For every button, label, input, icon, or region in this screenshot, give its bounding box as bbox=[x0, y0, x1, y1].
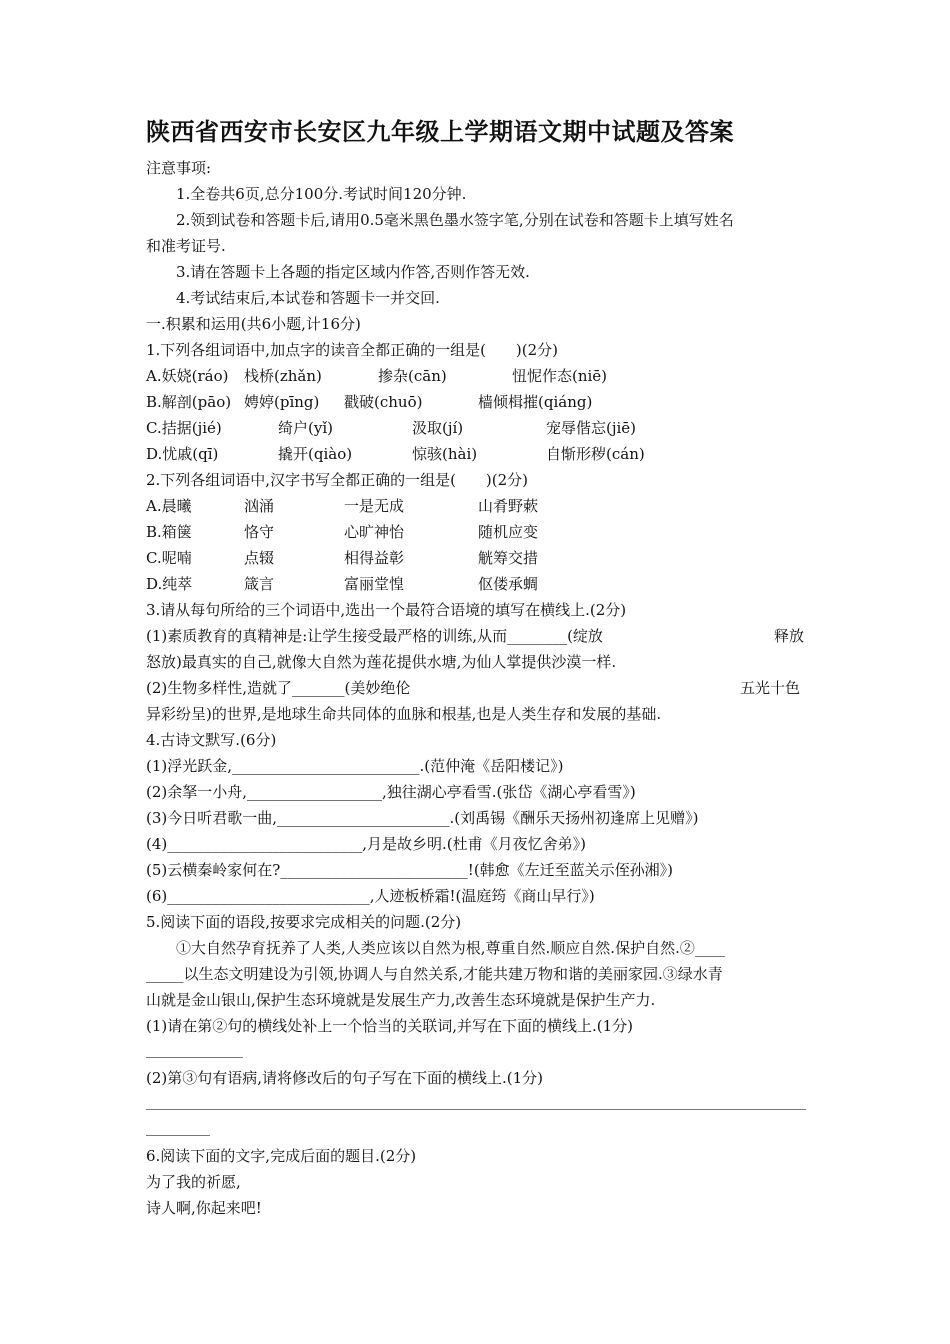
question-6-stem: 6.阅读下面的文字,完成后面的题目.(2分) bbox=[146, 1147, 417, 1165]
q3-sentence-1: (1)素质教育的真精神是:让学生接受最严格的训练,从而________(绽放 bbox=[146, 627, 603, 645]
q1-option-d-1: D.忧戚(qī) bbox=[146, 445, 219, 463]
q2-option-b-1: B.箱箧 bbox=[146, 523, 192, 541]
answer-line bbox=[146, 1057, 243, 1058]
question-4-stem: 4.古诗文默写.(6分) bbox=[146, 731, 277, 749]
question-5-stem: 5.阅读下面的语段,按要求完成相关的问题.(2分) bbox=[146, 913, 462, 931]
q2-option-d-2: 箴言 bbox=[244, 575, 275, 593]
q1-option-c-4: 宠辱偕忘(jiē) bbox=[546, 419, 637, 437]
question-2-stem: 2.下列各组词语中,汉字书写全都正确的一组是( )(2分) bbox=[146, 471, 529, 489]
notice-item-2-cont: 和准考证号. bbox=[146, 237, 226, 255]
q2-option-b-3: 心旷神怡 bbox=[344, 523, 405, 541]
section-heading: 一.积累和运用(共6小题,计16分) bbox=[146, 315, 361, 333]
q2-option-d-1: D.纯萃 bbox=[146, 575, 193, 593]
question-1-stem: 1.下列各组词语中,加点字的读音全都正确的一组是( )(2分) bbox=[146, 341, 559, 359]
q1-option-c-1: C.拮据(jié) bbox=[146, 419, 222, 437]
answer-line bbox=[146, 1135, 210, 1136]
q1-option-d-4: 自惭形秽(cán) bbox=[546, 445, 645, 463]
q2-option-a-3: 一是无成 bbox=[344, 497, 405, 515]
q4-line-6: (6)___________________________,人迹板桥霜!(温庭筠《商山早行》) bbox=[146, 887, 595, 905]
q1-option-a-1: A.妖娆(ráo) bbox=[146, 367, 229, 385]
q1-option-d-3: 惊骇(hài) bbox=[412, 445, 478, 463]
q2-option-a-2: 汹涌 bbox=[244, 497, 275, 515]
q2-option-d-3: 富丽堂惶 bbox=[344, 575, 405, 593]
q3-sentence-2-option: 五光十色 bbox=[740, 679, 801, 697]
q5-passage-2: _____以生态文明建设为引领,协调人与自然关系,才能共建万物和谐的美丽家园.③绿水青 bbox=[146, 965, 723, 983]
q6-poem-line-1: 为了我的祈愿, bbox=[146, 1173, 241, 1191]
q1-option-c-3: 汲取(jí) bbox=[412, 419, 464, 437]
q5-passage-1: ①大自然孕育抚养了人类,人类应该以自然为根,尊重自然.顺应自然.保护自然.②____ bbox=[176, 939, 725, 957]
q1-option-a-4: 忸怩作态(niē) bbox=[512, 367, 608, 385]
notice-item-4: 4.考试结束后,本试卷和答题卡一并交回. bbox=[176, 289, 440, 307]
q6-poem-line-2: 诗人啊,你起来吧! bbox=[146, 1199, 262, 1217]
q5-sub-2: (2)第③句有语病,请将修改后的句子写在下面的横线上.(1分) bbox=[146, 1069, 544, 1087]
q1-option-b-1: B.解剖(pāo) bbox=[146, 393, 232, 411]
q1-option-b-4: 樯倾楫摧(qiáng) bbox=[478, 393, 593, 411]
page-title: 陕西省西安市长安区九年级上学期语文期中试题及答案 bbox=[146, 118, 734, 146]
notice-item-2: 2.领到试卷和答题卡后,请用0.5毫米黑色墨水签字笔,分别在试卷和答题卡上填写姓名 bbox=[176, 211, 734, 229]
q4-line-4: (4)__________________________,月是故乡明.(杜甫《月夜忆舍弟》) bbox=[146, 835, 586, 853]
q2-option-c-4: 觥筹交措 bbox=[478, 549, 539, 567]
q2-option-a-1: A.晨曦 bbox=[146, 497, 192, 515]
q2-option-b-2: 恪守 bbox=[244, 523, 275, 541]
q1-option-a-3: 掺杂(cān) bbox=[378, 367, 447, 385]
q3-sentence-1-cont: 怒放)最真实的自己,就像大自然为莲花提供水塘,为仙人掌提供沙漠一样. bbox=[146, 653, 617, 671]
q4-line-1: (1)浮光跃金,_________________________.(范仲淹《岳阳楼记》) bbox=[146, 757, 564, 775]
q3-sentence-2: (2)生物多样性,造就了_______(美妙绝伦 bbox=[146, 679, 411, 697]
q1-option-c-2: 绮户(yǐ) bbox=[278, 419, 333, 437]
notice-heading: 注意事项: bbox=[146, 159, 212, 177]
q5-sub-1: (1)请在第②句的横线处补上一个恰当的关联词,并写在下面的横线上.(1分) bbox=[146, 1017, 634, 1035]
q4-line-5: (5)云横秦岭家何在?_________________________!(韩愈《左迁至蓝关示侄孙湘》) bbox=[146, 861, 674, 879]
q2-option-b-4: 随机应变 bbox=[478, 523, 539, 541]
q2-option-d-4: 伛偻承蜩 bbox=[478, 575, 539, 593]
q3-sentence-2-cont: 异彩纷呈)的世界,是地球生命共同体的血脉和根基,也是人类生存和发展的基础. bbox=[146, 705, 662, 723]
q1-option-b-3: 戳破(chuō) bbox=[344, 393, 423, 411]
q4-line-3: (3)今日听君歌一曲,_______________________.(刘禹锡《酬乐天扬州初逢席上见赠》) bbox=[146, 809, 699, 827]
q2-option-a-4: 山肴野蔌 bbox=[478, 497, 539, 515]
q5-passage-3: 山就是金山银山,保护生态环境就是发展生产力,改善生态环境就是保护生产力. bbox=[146, 991, 656, 1009]
q2-option-c-3: 相得益彰 bbox=[344, 549, 405, 567]
q1-option-d-2: 撬开(qiào) bbox=[278, 445, 353, 463]
question-3-stem: 3.请从每句所给的三个词语中,选出一个最符合语境的填写在横线上.(2分) bbox=[146, 601, 627, 619]
q2-option-c-1: C.呢喃 bbox=[146, 549, 192, 567]
notice-item-3: 3.请在答题卡上各题的指定区域内作答,否则作答无效. bbox=[176, 263, 530, 281]
answer-line bbox=[146, 1109, 806, 1110]
notice-item-1: 1.全卷共6页,总分100分.考试时间120分钟. bbox=[176, 185, 467, 203]
q1-option-b-2: 娉婷(pīng) bbox=[244, 393, 320, 411]
q1-option-a-2: 栈桥(zhǎn) bbox=[244, 367, 322, 385]
q4-line-2: (2)余拏一小舟,__________________,独往湖心亭看雪.(张岱《湖心亭看雪》) bbox=[146, 783, 636, 801]
q3-sentence-1-option: 释放 bbox=[774, 627, 805, 645]
q2-option-c-2: 点辍 bbox=[244, 549, 275, 567]
